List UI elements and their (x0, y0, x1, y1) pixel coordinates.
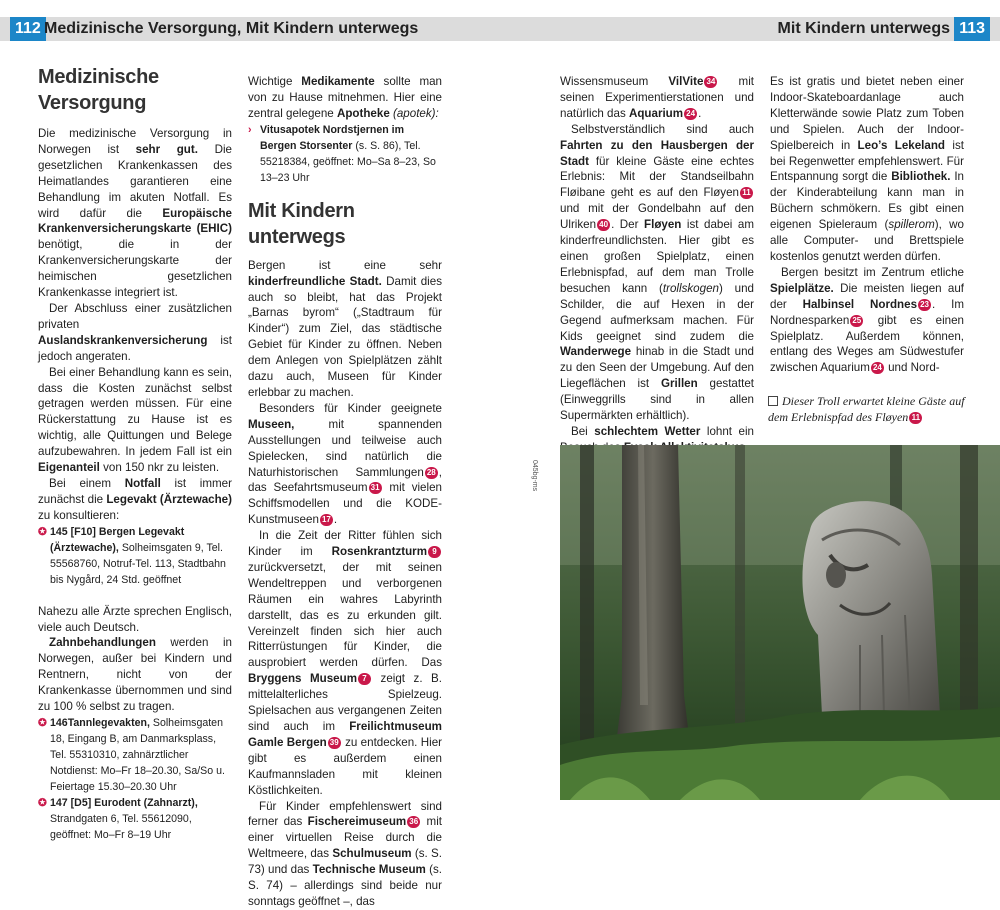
paragraph: Der Abschluss einer zusätzlichen privaten Auslandskrankenversicherung ist jedoch angeraten. (38, 301, 232, 363)
section-heading-mit-kindern-unterwegs: Mit Kindern unterwegs (248, 199, 355, 248)
column-1 (38, 64, 232, 843)
paragraph: Für Kinder empfehlenswert sind ferner das Fischereimuseum 36 mit einer virtuellen Reise durch die Weltmeere, das Schulmuseum (s. S. 73) und das Technische Museum (s. S. 74) – allerdings sind beide nur sonntags geöffnet –, das (248, 799, 443, 908)
photo-caption: Dieser Troll erwartet kleine Gäste auf dem Erlebnispfad des Fløyen 11 (768, 394, 965, 424)
listing-tannlegevakten: ✪ 146Tannlegevakten, Solheimsgaten 18, Eingang B, am Danmarksplass, Tel. 55310310, zahnärztlicher Notdienst: Mo–Fr 18–20.30, Sa/So u. Feiertage 15.30–20.30 Uhr (38, 717, 225, 793)
map-pin-badge: 24 (684, 108, 697, 120)
paragraph: Besonders für Kinder geeignete Museen, mit spannenden Ausstellungen und teilweise auch Spielecken, sind natürlich die Naturhistorischen Sammlungen 28 , das Seefahrtsmuseum 31 mit vielen Schiffsmodellen und die KODE-Kunstmuseen 17 . (248, 401, 442, 527)
listing-plus-icon: ✪ (38, 525, 47, 538)
troll-photo (560, 445, 1000, 800)
right-header-bar (500, 17, 1000, 41)
listing-legevakt: ✪ 145 [F10] Bergen Legevakt (Ärztewache), Solheimsgaten 9, Tel. 55568760, Notruf-Tel. 113, Stadtbahn bis Nygård, 24 Std. geöffnet (38, 525, 226, 586)
right-running-title: Mit Kindern unterwegs (777, 20, 950, 37)
right-page-number: 113 (954, 17, 990, 41)
map-pin-badge: 11 (909, 412, 922, 424)
map-pin-badge: 34 (704, 76, 717, 88)
paragraph: Selbstverständlich sind auch Fahrten zu den Hausbergen der Stadt für kleine Gäste eine echtes Erlebnis: Mit der Standseilbahn Fløibane geht es auf den Fløyen 11 und mit der Gondelbahn auf den Ulriken 40 . Der Fløyen ist dabei am kinderfreundlichsten. Hier gibt es einen großen Spielplatz, einen Erlebnispfad, auf dem man Trolle besuchen kann (trollskogen) und Schilder, die auf Hexen in der Gegend aufmerksam machen. Für Kids geeignet sind zudem die Wanderwege hinab in die Stadt und zu den Seen der Umgebung. Auf den Liegeflächen ist Grillen gestattet (Einweggrills sind in allen Supermärkten erhältlich). (560, 122, 754, 423)
listing-plus-icon: ✪ (38, 717, 47, 729)
troll-photo-icon (560, 445, 1000, 800)
chevron-right-icon: › (248, 123, 252, 136)
map-pin-badge: 7 (358, 673, 371, 685)
listing-plus-icon: ✪ (38, 797, 47, 809)
map-pin-badge: 11 (740, 187, 753, 199)
map-pin-badge: 24 (871, 362, 884, 374)
paragraph: Wichtige Medikamente sollte man von zu Hause mitnehmen. Hier eine zentral gelegene Apotheke (apotek): (248, 75, 442, 120)
caption-checkbox-icon (768, 396, 778, 406)
photo-credit: 045bg-ms (531, 460, 538, 492)
left-header-bar (0, 17, 500, 41)
paragraph: Wissensmuseum VilVite 34 mit seinen Experimentierstationen und natürlich das Aquarium 24 . (560, 75, 754, 120)
listing-vitusapotek: › Vitusapotek Nordstjernen im Bergen Storsenter (s. S. 86), Tel. 55218384, geöffnet: Mo–Sa 8–23, So 13–23 Uhr (248, 123, 436, 184)
left-running-title: Medizinische Versorgung, Mit Kindern unterwegs (44, 20, 419, 37)
column-2 (248, 74, 442, 910)
paragraph: Bei einem Notfall ist immer zunächst die Legevakt (Ärztewache) zu konsultieren: (38, 476, 232, 522)
paragraph: Die medizinische Versorgung in Norwegen ist sehr gut. Die gesetzlichen Krankenkassen des Heimatlandes garantieren eine Behandlung im akuten Notfall. Es wird dafür die Europäische Krankenversicherungskarte (EHIC) benötigt, die in der Krankenversicherungskarte der heimischen gesetzlichen Krankenkasse integriert ist. (38, 127, 232, 300)
map-pin-badge: 9 (428, 546, 441, 558)
paragraph: Es ist gratis und bietet neben einer Indoor-Skateboardanlage auch Kletterwände sowie Platz zum Toben und Spielen. Auch der Indoor-Spielbereich in Leo’s Lekeland ist bei Regenwetter empfehlenswert. Für Entspannung sorgt die Bibliothek. In der Kinderabteilung kann man in Büchern schmökern. Es gibt einen eigenen Spieleraum (spillerom), wo alle Computer- und Brettspiele kostenlos genutzt werden dürfen. (770, 75, 965, 263)
paragraph: Zahnbehandlungen werden in Norwegen, außer bei Kindern und Rentnern, nicht von der Krankenkasse übernommen und sind zu 100 % selbst zu tragen. (38, 636, 232, 714)
map-pin-badge: 25 (850, 315, 863, 327)
paragraph: Bergen besitzt im Zentrum etliche Spielplätze. Die meisten liegen auf der Halbinsel Nordnes 23 . Im Nordnesparken 25 gibt es einen Spielplatz. Außerdem können, entlang des Weges am Südwestufer zwischen Aquarium 24 und Nord- (770, 265, 964, 375)
column-3 (560, 74, 754, 456)
paragraph: Bei schlechtem Wetter lohnt ein (571, 424, 754, 438)
map-pin-badge: 36 (407, 816, 420, 828)
map-pin-badge: 23 (918, 299, 931, 311)
listing-eurodent: ✪ 147 [D5] Eurodent (Zahnarzt), Strandgaten 6, Tel. 55612090, geöffnet: Mo–Fr 8–19 Uhr (38, 797, 198, 841)
map-pin-badge: 17 (320, 514, 333, 526)
paragraph: Bei einer Behandlung kann es sein, dass die Kosten zunächst selbst getragen werden müssen. Für eine Rückerstattung zu Hause ist es wichtig, alle Quittungen und Belege aufzubewahren. In jedem Fall ist ein Eigenanteil von 150 nkr zu leisten. (38, 365, 232, 475)
paragraph: Bergen ist eine sehr kinderfreundliche Stadt. Damit dies auch so bleibt, hat das Projekt „Barnas byrom“ („Stadtraum für Kinder“) zum Ziel, das städtische Gebiet für Kinder zu öffnen. Neben dem Anlegen von Spielplätzen zählt dazu auch, Museen für Kinder erlebbar zu machen. (248, 258, 442, 399)
map-pin-badge: 31 (369, 482, 382, 494)
map-pin-badge: 40 (597, 219, 610, 231)
paragraph: Nahezu alle Ärzte sprechen Englisch, viele auch Deutsch. (38, 604, 232, 634)
map-pin-badge: 39 (328, 737, 341, 749)
column-4 (770, 74, 964, 376)
map-pin-badge: 28 (425, 467, 438, 479)
paragraph: In die Zeit der Ritter fühlen sich Kinder im Rosenkrantzturm 9 zurückversetzt, der mit seinen Wendeltreppen und verborgenen Räumen ein wahres Labyrinth darstellt, das es zu erkunden gilt. Vereinzelt finden sich hier auch Ritterrüstungen für Kinder, die ausprobiert werden dürfen. Das Bryggens Museum 7 zeigt z. B. mittelalterliches Spielzeug. Spielsachen aus vergangenen Zeiten sind auch im Freilichtmuseum Gamle Bergen 39 zu entdecken. Hier gibt es außerdem einen Kaufmannsladen mit kleinen Köstlichkeiten. (248, 529, 442, 797)
left-page-number: 112 (10, 17, 46, 41)
section-heading-medizinische-versorgung: Medizinische Versorgung (38, 66, 159, 114)
